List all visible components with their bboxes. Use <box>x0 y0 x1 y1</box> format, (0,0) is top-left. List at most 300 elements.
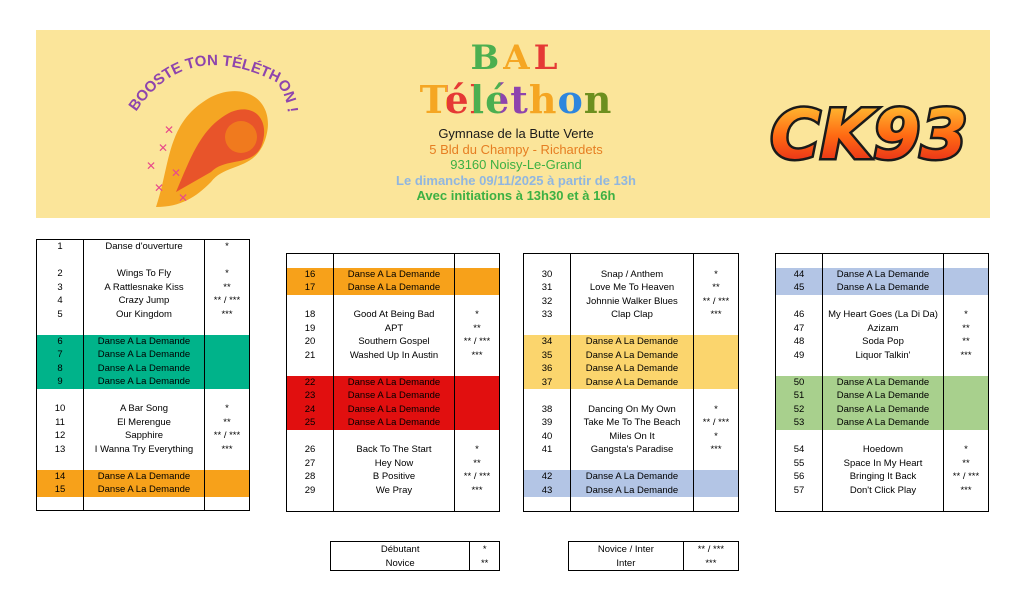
program-row <box>287 335 500 349</box>
dance-number <box>776 497 823 511</box>
dance-name: Wings To Fly <box>84 267 205 281</box>
booste-ton-telethon-logo <box>116 42 306 212</box>
program-row <box>37 362 250 376</box>
dance-number: 3 <box>57 281 63 293</box>
dance-number: 24 <box>287 403 334 417</box>
dance-name: My Heart Goes (La Di Da) <box>823 308 944 322</box>
program-row <box>776 484 989 498</box>
dance-name <box>571 322 694 336</box>
dance-level: * <box>964 309 968 321</box>
legend-level: * <box>482 543 487 555</box>
dance-name <box>334 254 455 268</box>
dance-number: 11 <box>55 416 65 428</box>
program-row <box>287 457 500 471</box>
program-row <box>37 375 250 389</box>
dance-level <box>694 457 739 471</box>
program-row <box>776 281 989 295</box>
dance-level <box>455 403 500 417</box>
dance-name: We Pray <box>334 484 455 498</box>
svg-text:✕: ✕ <box>146 159 157 173</box>
dance-number <box>524 389 571 403</box>
dance-level: *** <box>471 484 483 496</box>
dance-level <box>205 470 250 484</box>
program-row <box>776 322 989 336</box>
dance-name: El Merengue <box>84 416 205 430</box>
ck93-logo <box>764 80 974 190</box>
spacer-row <box>287 254 500 268</box>
dance-name: Southern Gospel <box>334 335 455 349</box>
dance-number: 52 <box>776 403 823 417</box>
program-row <box>287 403 500 417</box>
dance-name: Danse A La Demande <box>571 335 694 349</box>
svg-text:✕: ✕ <box>171 166 182 180</box>
initiations: Avec initiations à 13h30 et à 16h <box>416 188 616 203</box>
dance-number: 31 <box>541 282 553 294</box>
dance-number <box>776 295 823 309</box>
dance-level: ** <box>712 282 720 294</box>
dance-number: 35 <box>524 349 571 363</box>
dance-level: ** / *** <box>463 336 491 348</box>
program-row <box>524 349 739 363</box>
dance-number: 55 <box>793 457 805 469</box>
dance-level: ** <box>962 336 970 348</box>
dance-level: ** <box>962 322 970 334</box>
dance-number: 43 <box>524 484 571 498</box>
program-row <box>287 308 500 322</box>
dance-name <box>823 430 944 444</box>
dance-level <box>944 416 989 430</box>
dance-level: ** / *** <box>952 471 980 483</box>
dance-level <box>455 376 500 390</box>
program-row <box>287 281 500 295</box>
dance-number: 57 <box>793 484 805 496</box>
dance-name: Danse A La Demande <box>571 349 694 363</box>
legend-level: ** <box>480 557 489 569</box>
dance-number: 30 <box>541 268 553 280</box>
event-date: Le dimanche 09/11/2025 à partir de 13h <box>396 172 636 188</box>
spacer-row <box>37 254 250 268</box>
dance-name: Danse A La Demande <box>334 403 455 417</box>
dance-name: Don't Click Play <box>823 484 944 498</box>
dance-name: Johnnie Walker Blues <box>571 295 694 309</box>
dance-level: ** <box>223 281 231 293</box>
dance-number: 9 <box>37 375 84 389</box>
dance-name <box>84 456 205 470</box>
dance-name: Danse A La Demande <box>823 416 944 430</box>
spacer-row <box>524 457 739 471</box>
program-row <box>37 335 250 349</box>
dance-level <box>694 322 739 336</box>
program-row <box>524 430 739 444</box>
logo-left-text: BOOSTE TON TÉLÉTHON ! <box>125 52 301 115</box>
dance-number <box>287 295 334 309</box>
dance-level <box>455 254 500 268</box>
program-row <box>524 416 739 430</box>
dance-name: APT <box>334 322 455 336</box>
spacer-row <box>37 456 250 470</box>
dance-name: Crazy Jump <box>84 294 205 308</box>
program-row <box>524 268 739 282</box>
dance-number: 49 <box>793 349 805 361</box>
dance-level <box>694 484 739 498</box>
venue: Gymnase de la Butte Verte <box>438 126 594 141</box>
dance-level: ** <box>473 457 481 469</box>
dance-number <box>524 497 571 511</box>
dance-level: *** <box>710 309 722 321</box>
legend-row <box>331 556 500 571</box>
spacer-row <box>776 254 989 268</box>
dance-name: Danse A La Demande <box>334 268 455 282</box>
dance-name: Danse A La Demande <box>84 375 205 389</box>
dance-name: I Wanna Try Everything <box>84 443 205 457</box>
dance-number <box>776 254 823 268</box>
dance-level: *** <box>471 349 483 361</box>
dance-name: Bringing It Back <box>823 470 944 484</box>
dance-number <box>524 254 571 268</box>
legend-label: Novice <box>331 556 470 571</box>
dance-level <box>455 362 500 376</box>
dance-level: * <box>714 430 718 442</box>
dance-number: 19 <box>304 322 316 334</box>
dance-name: Dancing On My Own <box>571 403 694 417</box>
dance-number: 53 <box>776 416 823 430</box>
dance-name: Danse A La Demande <box>334 376 455 390</box>
dance-number: 33 <box>541 309 553 321</box>
dance-number: 10 <box>54 403 66 415</box>
dance-name <box>334 295 455 309</box>
dance-name: Danse A La Demande <box>823 376 944 390</box>
dance-name: Danse A La Demande <box>823 281 944 295</box>
level-legend-2 <box>568 541 739 571</box>
city: 93160 Noisy-Le-Grand <box>450 157 582 172</box>
program-row <box>287 322 500 336</box>
dance-number: 48 <box>793 336 805 348</box>
program-row <box>524 484 739 498</box>
program-row <box>776 457 989 471</box>
dance-level: * <box>475 309 479 321</box>
program-row <box>37 240 250 254</box>
program-row <box>776 416 989 430</box>
dance-number <box>287 497 334 511</box>
dance-number: 37 <box>524 376 571 390</box>
dance-name: Miles On It <box>571 430 694 444</box>
program-row <box>524 443 739 457</box>
dance-level <box>944 497 989 511</box>
dance-level <box>944 389 989 403</box>
dance-level <box>455 430 500 444</box>
program-column-4 <box>775 253 989 512</box>
title-bal-text: BAL <box>470 38 562 78</box>
dance-name: Take Me To The Beach <box>571 416 694 430</box>
dance-level <box>944 254 989 268</box>
spacer-row <box>37 321 250 335</box>
dance-name <box>334 497 455 511</box>
dance-name: Sapphire <box>84 429 205 443</box>
program-row <box>524 470 739 484</box>
dance-name <box>334 362 455 376</box>
dance-number: 2 <box>57 268 63 280</box>
dance-name: Love Me To Heaven <box>571 281 694 295</box>
dance-level: *** <box>221 443 233 455</box>
dance-level: * <box>714 268 718 280</box>
spacer-row <box>524 322 739 336</box>
dance-level <box>694 470 739 484</box>
program-row <box>524 308 739 322</box>
dance-number: 56 <box>793 471 805 483</box>
spacer-row <box>37 497 250 511</box>
dance-name: Danse A La Demande <box>571 470 694 484</box>
program-row <box>37 416 250 430</box>
dance-number <box>37 321 84 335</box>
dance-level <box>694 335 739 349</box>
spacer-row <box>776 497 989 511</box>
dance-level <box>694 497 739 511</box>
dance-name: Danse d'ouverture <box>84 240 205 254</box>
dance-level: ** / *** <box>213 430 241 442</box>
program-row <box>524 403 739 417</box>
dance-number: 1 <box>57 241 63 253</box>
program-row <box>524 295 739 309</box>
svg-text:✕: ✕ <box>178 191 189 205</box>
program-row <box>524 362 739 376</box>
dance-number: 38 <box>541 403 553 415</box>
program-column-3 <box>523 253 739 512</box>
dance-number <box>37 389 84 403</box>
svg-text:✕: ✕ <box>158 141 169 155</box>
dance-level <box>205 497 250 511</box>
program-column-2 <box>286 253 500 512</box>
dance-name: Hoedown <box>823 443 944 457</box>
spacer-row <box>524 389 739 403</box>
dance-number: 17 <box>287 281 334 295</box>
dance-name <box>571 389 694 403</box>
program-row <box>776 389 989 403</box>
dance-number <box>37 456 84 470</box>
dance-name: Danse A La Demande <box>571 362 694 376</box>
svg-text:✕: ✕ <box>154 181 165 195</box>
dance-number: 50 <box>776 376 823 390</box>
dance-number: 12 <box>54 430 66 442</box>
dance-name <box>823 497 944 511</box>
dance-number: 28 <box>304 471 316 483</box>
dance-name: Washed Up In Austin <box>334 349 455 363</box>
dance-level: * <box>225 241 229 253</box>
program-row <box>776 470 989 484</box>
dance-number: 32 <box>541 295 553 307</box>
program-row <box>776 308 989 322</box>
dance-name: Hey Now <box>334 457 455 471</box>
program-row <box>287 470 500 484</box>
dance-number: 20 <box>304 336 316 348</box>
dance-number: 29 <box>304 484 316 496</box>
dance-level <box>205 389 250 403</box>
dance-name <box>823 362 944 376</box>
dance-number: 41 <box>541 444 553 456</box>
dance-number: 54 <box>793 444 805 456</box>
dance-number: 26 <box>304 444 316 456</box>
dance-name: Danse A La Demande <box>823 389 944 403</box>
dance-name: A Bar Song <box>84 402 205 416</box>
dance-level <box>205 362 250 376</box>
dance-level: ** / *** <box>702 417 730 429</box>
dance-name: Danse A La Demande <box>84 335 205 349</box>
spacer-row <box>776 430 989 444</box>
dance-name <box>84 389 205 403</box>
dance-number: 46 <box>793 309 805 321</box>
dance-number: 6 <box>37 335 84 349</box>
program-row <box>37 429 250 443</box>
dance-name: Danse A La Demande <box>84 362 205 376</box>
dance-level: ** / *** <box>213 295 241 307</box>
dance-name: Danse A La Demande <box>334 281 455 295</box>
dance-number: 45 <box>776 281 823 295</box>
dance-level <box>205 254 250 268</box>
dance-number <box>776 430 823 444</box>
dance-number: 42 <box>524 470 571 484</box>
dance-number <box>524 457 571 471</box>
dance-number: 13 <box>54 443 66 455</box>
program-row <box>287 376 500 390</box>
dance-level <box>205 321 250 335</box>
program-row <box>524 281 739 295</box>
title-bal <box>366 38 666 78</box>
program-row <box>287 389 500 403</box>
dance-level <box>944 403 989 417</box>
title-telethon-text: Téléthon <box>419 77 613 122</box>
dance-level <box>205 456 250 470</box>
program-column-2-body <box>287 254 500 512</box>
dance-name: Our Kingdom <box>84 308 205 322</box>
program-column-1-body <box>37 240 250 511</box>
dance-name: Gangsta's Paradise <box>571 443 694 457</box>
dance-number <box>37 254 84 268</box>
dance-level: * <box>225 268 229 280</box>
dance-number: 27 <box>304 457 316 469</box>
spacer-row <box>776 362 989 376</box>
dance-level <box>944 376 989 390</box>
dance-level <box>944 362 989 376</box>
legend-level: *** <box>705 557 717 569</box>
legend-level: ** / *** <box>697 543 725 555</box>
dance-name: Danse A La Demande <box>823 268 944 282</box>
dance-number: 18 <box>304 309 316 321</box>
dance-name <box>84 321 205 335</box>
dance-level: * <box>225 403 229 415</box>
dance-name: Danse A La Demande <box>823 403 944 417</box>
program-row <box>287 268 500 282</box>
dance-level: * <box>714 403 718 415</box>
legend-row <box>569 556 739 571</box>
spacer-row <box>37 389 250 403</box>
dance-level: *** <box>710 444 722 456</box>
dance-number: 39 <box>541 417 553 429</box>
dance-level <box>944 281 989 295</box>
dance-number: 40 <box>541 430 553 442</box>
dance-name <box>571 497 694 511</box>
title-telethon <box>366 78 666 122</box>
dance-name: B Positive <box>334 470 455 484</box>
dance-level <box>455 389 500 403</box>
dance-name: Danse A La Demande <box>571 484 694 498</box>
dance-number <box>287 430 334 444</box>
program-row <box>37 294 250 308</box>
spacer-row <box>776 295 989 309</box>
program-row <box>524 376 739 390</box>
spacer-row <box>524 254 739 268</box>
spacer-row <box>287 295 500 309</box>
program-row <box>776 268 989 282</box>
dance-level: *** <box>960 484 972 496</box>
dance-name <box>571 457 694 471</box>
dance-number: 36 <box>524 362 571 376</box>
dance-level <box>694 389 739 403</box>
dance-number: 23 <box>287 389 334 403</box>
dance-name: Danse A La Demande <box>571 376 694 390</box>
program-row <box>776 335 989 349</box>
dance-level <box>205 483 250 497</box>
dance-number <box>287 362 334 376</box>
dance-number: 16 <box>287 268 334 282</box>
dance-number <box>524 322 571 336</box>
program-row <box>776 403 989 417</box>
dance-level: ** <box>223 416 231 428</box>
dance-number: 47 <box>793 322 805 334</box>
program-column-1 <box>36 239 250 511</box>
dance-name: Danse A La Demande <box>334 389 455 403</box>
dance-name: Danse A La Demande <box>84 483 205 497</box>
program-column-3-body <box>524 254 739 512</box>
legend-label: Débutant <box>331 542 470 557</box>
dance-level: *** <box>221 308 233 320</box>
dance-name: Clap Clap <box>571 308 694 322</box>
dance-level <box>694 254 739 268</box>
dance-number: 8 <box>37 362 84 376</box>
program-row <box>37 348 250 362</box>
dance-name: Good At Being Bad <box>334 308 455 322</box>
program-column-4-body <box>776 254 989 512</box>
dance-level: ** / *** <box>463 471 491 483</box>
dance-name: Soda Pop <box>823 335 944 349</box>
dance-name: A Rattlesnake Kiss <box>84 281 205 295</box>
dance-level <box>694 362 739 376</box>
dance-name <box>84 497 205 511</box>
dance-name: Snap / Anthem <box>571 268 694 282</box>
dance-number: 7 <box>37 348 84 362</box>
dance-level <box>455 295 500 309</box>
spacer-row <box>287 430 500 444</box>
dance-level <box>205 375 250 389</box>
dance-name <box>571 254 694 268</box>
program-row <box>776 349 989 363</box>
legend-label: Novice / Inter <box>569 542 684 557</box>
program-row <box>776 443 989 457</box>
dance-number: 22 <box>287 376 334 390</box>
spacer-row <box>524 497 739 511</box>
dance-number <box>37 497 84 511</box>
legend-row <box>569 542 739 557</box>
dance-name: Danse A La Demande <box>334 416 455 430</box>
legend-label: Inter <box>569 556 684 571</box>
program-row <box>37 443 250 457</box>
dance-level: ** <box>962 457 970 469</box>
program-row <box>37 267 250 281</box>
dance-name: Danse A La Demande <box>84 470 205 484</box>
event-banner <box>36 30 990 218</box>
svg-text:✕: ✕ <box>164 123 175 137</box>
program-row <box>37 308 250 322</box>
dance-number: 14 <box>37 470 84 484</box>
dance-level <box>694 376 739 390</box>
